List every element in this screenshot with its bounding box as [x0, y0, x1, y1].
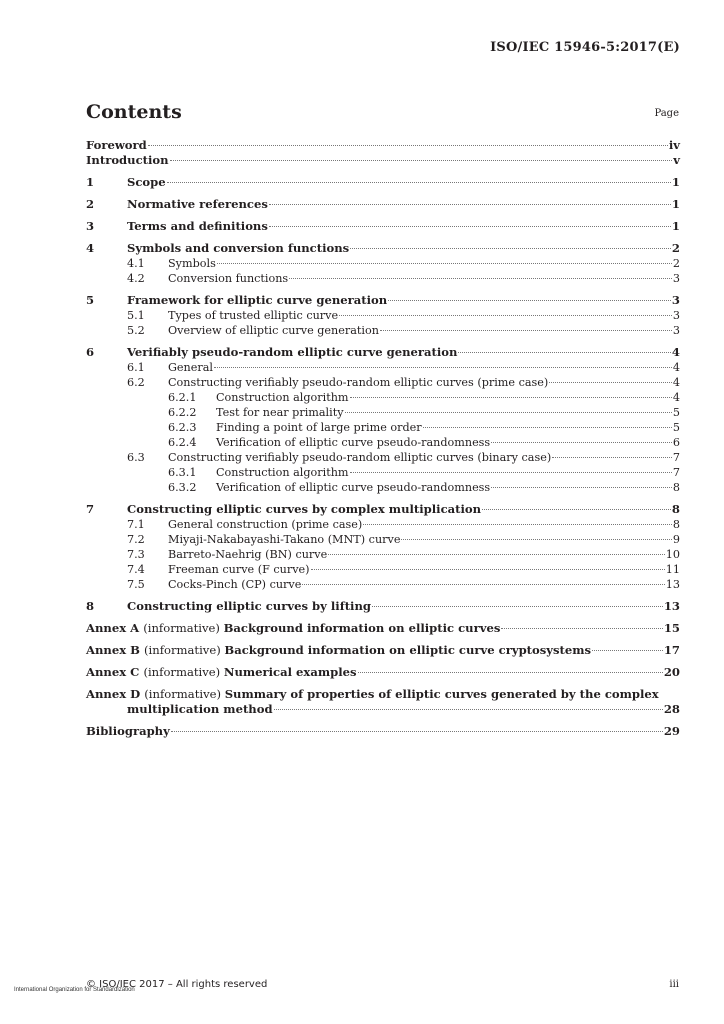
toc-entry-number: 6.3.1 [168, 466, 197, 479]
toc-entry-page: 4 [671, 345, 680, 359]
annex-label: Annex A [86, 621, 144, 635]
toc-entry[interactable] [86, 153, 680, 168]
toc-entry-title: Constructing elliptic curves by complex multiplication [127, 502, 482, 516]
toc-entry-page: iv [668, 138, 680, 152]
toc-entry-title: Constructing verifiably pseudo-random elliptic curves (binary case) [168, 451, 552, 464]
toc-entry[interactable] [86, 405, 680, 420]
toc-entry[interactable] [86, 219, 680, 234]
toc-entry[interactable] [86, 271, 680, 286]
toc-entry-page: 1 [671, 219, 680, 233]
toc-entry-number: 6.2.4 [168, 436, 197, 449]
page-title: Contents [86, 101, 182, 123]
toc-entry-number: 6 [86, 345, 95, 359]
toc-entry-page: 6 [672, 436, 680, 449]
toc-entry-page: 8 [671, 502, 680, 516]
dot-leader [501, 628, 662, 629]
toc-entry-title: Test for near primality [216, 406, 344, 419]
dot-leader [358, 672, 663, 673]
annex-informative: (informative) [144, 687, 225, 701]
toc-entry-title: Types of trusted elliptic curve [168, 309, 339, 322]
dot-leader [171, 731, 663, 732]
annex-informative: (informative) [143, 665, 224, 679]
toc-entry-title: Foreword [86, 138, 147, 152]
dot-leader [401, 539, 671, 540]
dot-leader [328, 554, 665, 555]
page-number: iii [669, 979, 679, 990]
toc-entry-page: 4 [672, 376, 680, 389]
annex-label: Annex D [86, 687, 145, 701]
toc-entry-page: 1 [671, 175, 680, 189]
toc-entry-page: 11 [665, 563, 680, 576]
toc-entry-title: Symbols and conversion functions [127, 241, 350, 255]
toc-entry[interactable] [86, 517, 680, 532]
toc-entry-title: Constructing verifiably pseudo-random elliptic curves (prime case) [168, 376, 549, 389]
toc-entry-number: 7.2 [127, 533, 145, 546]
annex-label: Annex B [86, 643, 145, 657]
toc-entry-title: Construction algorithm [216, 466, 349, 479]
dot-leader [339, 315, 672, 316]
dot-leader [214, 367, 672, 368]
toc-entry-page: 3 [671, 293, 680, 307]
toc-entry-number: 7.3 [127, 548, 145, 561]
annex-title: Numerical examples [223, 665, 357, 679]
toc-entry-page: 9 [672, 533, 680, 546]
toc-entry-page: 2 [671, 241, 680, 255]
toc-entry-title: General construction (prime case) [168, 518, 363, 531]
toc-entry-page: 20 [663, 665, 680, 679]
toc-entry-title: Freeman curve (F curve) [168, 563, 310, 576]
watermark-text: International Organization for Standardization [14, 987, 135, 993]
toc-entry-number: 6.3.2 [168, 481, 197, 494]
toc-entry-number: 5 [86, 293, 95, 307]
dot-leader [217, 263, 672, 264]
dot-leader [380, 330, 672, 331]
dot-leader [311, 569, 665, 570]
toc-entry-title [86, 643, 591, 658]
toc-entry-page: 4 [672, 391, 680, 404]
toc-entry-page: v [673, 153, 680, 167]
toc-entry[interactable] [86, 308, 680, 323]
toc-entry-number: 2 [86, 197, 95, 211]
toc-entry-number: 4.1 [127, 257, 145, 270]
dot-leader [350, 397, 672, 398]
toc-entry-title: Constructing elliptic curves by lifting [127, 599, 371, 613]
annex-informative: (informative) [144, 643, 225, 657]
toc-entry-title: Barreto-Naehrig (BN) curve [168, 548, 328, 561]
toc-entry-title: Scope [127, 175, 166, 189]
toc-entry[interactable] [86, 643, 680, 658]
toc-entry-page: 13 [663, 599, 680, 613]
toc-entry-page: 3 [672, 272, 680, 285]
toc-entry-annex-d[interactable] [86, 687, 680, 717]
dot-leader [350, 248, 671, 249]
toc-entry-page: 3 [672, 324, 680, 337]
dot-leader [491, 442, 672, 443]
toc-entry-title: Construction algorithm [216, 391, 349, 404]
toc-entry-page: 5 [672, 406, 680, 419]
toc-entry-title: Symbols [168, 257, 216, 270]
toc-entry[interactable] [86, 256, 680, 271]
toc-entry-number: 7.5 [127, 578, 145, 591]
dot-leader [482, 509, 671, 510]
toc-entry-title: Bibliography [86, 724, 170, 738]
toc-entry[interactable] [86, 241, 680, 256]
toc-entry-title: Terms and definitions [127, 219, 268, 233]
toc-entry-page: 28 [663, 702, 680, 716]
toc-entry[interactable] [86, 175, 680, 190]
dot-leader [269, 204, 671, 205]
dot-leader [458, 352, 670, 353]
toc-entry-title: Verifiably pseudo-random elliptic curve generation [127, 345, 458, 359]
dot-leader [289, 278, 672, 279]
toc-entry-title: Conversion functions [168, 272, 289, 285]
toc-entry-number: 4 [86, 241, 95, 255]
toc-entry[interactable] [86, 547, 680, 562]
annex-title: Summary of properties of elliptic curves generated by the complex [224, 687, 659, 701]
toc-entry-title: General [168, 361, 213, 374]
toc-entry[interactable] [86, 450, 680, 465]
toc-entry-page: 7 [672, 466, 680, 479]
annex-label: Annex C [86, 665, 144, 679]
toc-entry-page: 29 [663, 724, 680, 738]
toc-entry-page: 2 [672, 257, 680, 270]
toc-entry[interactable] [86, 562, 680, 577]
toc-entry-title: Miyaji-Nakabayashi-Takano (MNT) curve [168, 533, 401, 546]
annex-title: Background information on elliptic curves [223, 621, 501, 635]
toc-entry[interactable] [86, 532, 680, 547]
dot-leader [167, 182, 671, 183]
toc-entry-number: 6.1 [127, 361, 145, 374]
dot-leader [345, 412, 672, 413]
page-column-label: Page [654, 108, 679, 119]
annex-d-line-1 [86, 687, 680, 702]
toc-entry[interactable] [86, 502, 680, 517]
toc-entry-number: 5.2 [127, 324, 145, 337]
dot-leader [549, 382, 672, 383]
dot-leader [269, 226, 671, 227]
toc-entry-number: 7 [86, 502, 95, 516]
annex-title: multiplication method [127, 702, 273, 716]
toc-entry-bibliography[interactable] [86, 724, 680, 739]
dot-leader [423, 427, 672, 428]
toc-entry-number: 6.2 [127, 376, 145, 389]
dot-leader [170, 160, 673, 161]
toc-entry[interactable] [86, 293, 680, 308]
dot-leader [363, 524, 672, 525]
toc-entry-title: Verification of elliptic curve pseudo-randomness [216, 436, 491, 449]
toc-entry-number: 6.2.1 [168, 391, 197, 404]
annex-d-line-2 [86, 702, 680, 717]
toc-entry[interactable] [86, 599, 680, 614]
toc-entry-title: Framework for elliptic curve generation [127, 293, 388, 307]
dot-leader [350, 472, 672, 473]
dot-leader [372, 606, 663, 607]
toc-entry-number: 5.1 [127, 309, 145, 322]
toc-entry[interactable] [86, 323, 680, 338]
toc-entry-title: Introduction [86, 153, 169, 167]
toc-entry-title [86, 665, 357, 680]
annex-informative: (informative) [143, 621, 224, 635]
document-id: ISO/IEC 15946-5:2017(E) [490, 40, 680, 55]
toc-entry-page: 7 [672, 451, 680, 464]
toc-entry-title: Overview of elliptic curve generation [168, 324, 379, 337]
toc-entry-title [86, 621, 500, 636]
toc-entry[interactable] [86, 390, 680, 405]
toc-entry[interactable] [86, 360, 680, 375]
toc-entry[interactable] [86, 665, 680, 680]
dot-leader [274, 709, 663, 710]
toc-entry-title: Cocks-Pinch (CP) curve [168, 578, 302, 591]
dot-leader [302, 584, 664, 585]
toc-entry[interactable] [86, 420, 680, 435]
dot-leader [592, 650, 663, 651]
toc-entry[interactable] [86, 345, 680, 360]
table-of-contents [86, 138, 680, 739]
toc-entry-title: Normative references [127, 197, 268, 211]
toc-entry-number: 4.2 [127, 272, 145, 285]
toc-entry-page: 13 [665, 578, 680, 591]
toc-entry-page: 10 [665, 548, 680, 561]
toc-entry-title: Verification of elliptic curve pseudo-randomness [216, 481, 491, 494]
toc-entry[interactable] [86, 480, 680, 495]
toc-entry-number: 1 [86, 175, 95, 189]
toc-entry[interactable] [86, 435, 680, 450]
toc-entry-page: 1 [671, 197, 680, 211]
toc-entry-page: 8 [672, 518, 680, 531]
toc-entry[interactable] [86, 197, 680, 212]
toc-entry-page: 4 [672, 361, 680, 374]
annex-title: Background information on elliptic curve cryptosystems [224, 643, 592, 657]
dot-leader [491, 487, 672, 488]
toc-entry-page: 17 [663, 643, 680, 657]
toc-entry-number: 7.1 [127, 518, 145, 531]
dot-leader [148, 145, 668, 146]
toc-entry-number: 3 [86, 219, 95, 233]
toc-entry-page: 8 [672, 481, 680, 494]
dot-leader [552, 457, 672, 458]
toc-entry[interactable] [86, 465, 680, 480]
toc-entry-page: 15 [663, 621, 680, 635]
toc-entry[interactable] [86, 138, 680, 153]
toc-entry-title: Finding a point of large prime order [216, 421, 422, 434]
toc-entry-number: 8 [86, 599, 95, 613]
toc-entry-page: 5 [672, 421, 680, 434]
toc-entry-number: 6.2.3 [168, 421, 197, 434]
toc-entry-page: 3 [672, 309, 680, 322]
toc-entry[interactable] [86, 577, 680, 592]
toc-entry-number: 6.2.2 [168, 406, 197, 419]
dot-leader [388, 300, 671, 301]
toc-entry[interactable] [86, 621, 680, 636]
toc-entry[interactable] [86, 375, 680, 390]
toc-entry-number: 7.4 [127, 563, 145, 576]
toc-entry-number: 6.3 [127, 451, 145, 464]
copyright-notice: © ISO/IEC 2017 – All rights reserved [86, 979, 268, 990]
